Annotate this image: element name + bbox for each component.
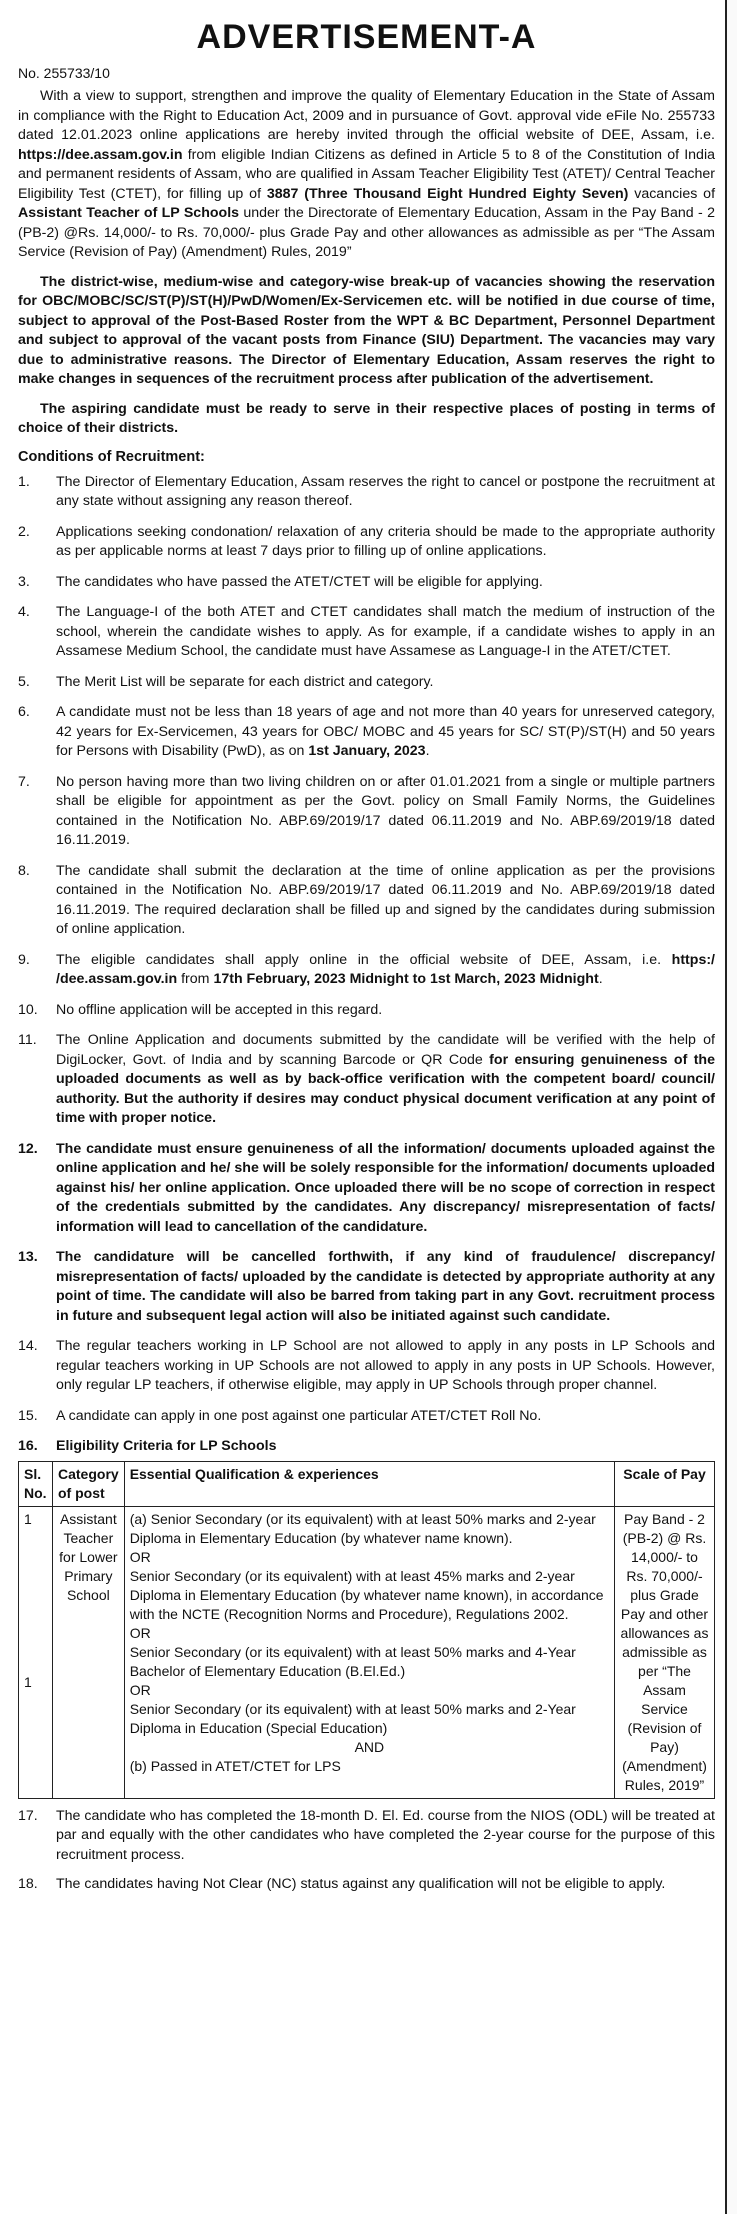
advertisement-content — [18, 18, 715, 1905]
table-row — [19, 1506, 715, 1798]
eligibility-table — [18, 1461, 715, 1799]
condition-item: 12. The candidate must ensure genuineness of all the information/ documents uploaded against the online application and he/ she will be solely responsible for the information/ documents uploaded against his/ her online application. Once uploaded there will be no scope of correction in respect of the credentials submitted by the candidates. Any discrepancy/ misrepresentation of facts/ information will lead to cancellation of the candidature. — [18, 1140, 715, 1235]
condition-item: 9. The eligible candidates shall apply online in the official website of DEE, Assam, i.e. https:/ /dee.assam.gov.in from 17th February, 2023 Midnight to 1st March, 2023 Midnight. — [18, 951, 715, 987]
table-header-row — [19, 1461, 715, 1506]
apply-website-link[interactable]: https:/ /dee.assam.gov.in — [56, 951, 715, 987]
condition-item-eligibility-heading: 16. Eligibility Criteria for LP Schools — [18, 1438, 277, 1454]
intro-paragraph-2: The district-wise, medium-wise and category-wise break-up of vacancies showing the reservation for OBC/MOBC/SC/ST(P)/ST(H)/PwD/Women/Ex-Servicemen etc. will be notified in due course of time, subject to approval of the Post-Based Roster from the WPT & BC Department, Personnel Department and subject to approval of the vacant posts from Finance (SIU) Department. The vacancies may vary due to administrative reasons. The Director of Elementary Education, Assam reserves the right to make changes in sequences of the recruitment process after publication of the advertisement. — [18, 273, 715, 387]
condition-item: 8. The candidate shall submit the declaration at the time of online application as per the provisions contained in the Notification No. ABP.69/2019/17 dated 06.11.2019 and No. ABP.69/2019/18 dated 16.11.2019. The required declaration shall be filled up and signed by the candidates during submission of online application. — [18, 862, 715, 937]
ad-number: No. 255733/10 — [18, 65, 110, 81]
condition-item: 18. The candidates having Not Clear (NC) status against any qualification will not be eligible to apply. — [18, 1876, 666, 1892]
cell-category: Assistant Teacher for Lower Primary School — [53, 1506, 125, 1798]
condition-item: 11. The Online Application and documents submitted by the candidate will be verified with the help of DigiLocker, Govt. of India and by scanning Barcode or QR Code for ensuring genuineness of the uploaded documents as well as by back-office verification with the competent board/ council/ authority. But the authority if desires may conduct physical document verification at any point of time with proper notice. — [18, 1032, 715, 1126]
intro-paragraph-3: The aspiring candidate must be ready to serve in their respective places of posting in terms of choice of their districts. — [18, 400, 715, 436]
condition-item: 13. The candidature will be cancelled forthwith, if any kind of fraudulence/ discrepancy/ misrepresentation of facts/ uploaded by the candidate is detected by appropriate authority at any point of time. The candidate will also be barred from taking part in any Govt. recruitment process in future and subsequent legal action will also be initiated against such candidate. — [18, 1249, 715, 1324]
conditions-heading: Conditions of Recruitment: — [18, 448, 205, 465]
cell-qualification: (a) Senior Secondary (or its equivalent) with at least 50% marks and 2-year Diploma in Elementary Education (by whatever name known). OR Senior Secondary (or its equivalent) with at least 45% marks and 2-year Diploma in Elementary Education (by whatever name known), in accordance with the NCTE (Recognition Norms and Procedure), Regulations 2002. OR Senior Secondary (or its equivalent) with at least 50% marks and 4-Year Bachelor of Elementary Education (B.El.Ed.) OR Senior Secondary (or its equivalent) with at least 50% marks and 2-Year Diploma in Education (Special Education) AND (b) Passed in ATET/CTET for LPS — [124, 1506, 614, 1798]
condition-item: 7. No person having more than two living children on or after 01.01.2021 from a single or multiple partners shall be eligible for appointment as per the Govt. policy on Small Family Norms, the Guidelines contained in the Notification No. ABP.69/2019/17 dated 06.11.2019 and No. ABP.69/2019/18 dated 16.11.2019. — [18, 773, 715, 848]
condition-item: 17. The candidate who has completed the 18-month D. El. Ed. course from the NIOS (ODL) will be treated at par and equally with the other candidates who have completed the 2-year course for the purpose of this recruitment process. — [18, 1807, 715, 1863]
website-link[interactable]: https://dee.assam.gov.in — [18, 146, 183, 163]
condition-item: 3. The candidates who have passed the ATET/CTET will be eligible for applying. — [18, 573, 543, 590]
cell-scale-of-pay: Pay Band - 2 (PB-2) @ Rs. 14,000/- to Rs. 70,000/- plus Grade Pay and other allowances as admissible as per “The Assam Service (Revision of Pay) (Amendment) Rules, 2019” — [615, 1506, 715, 1798]
page-title: ADVERTISEMENT-A — [196, 18, 537, 56]
cell-sl-no: 1 1 — [19, 1506, 53, 1798]
condition-item: 6. A candidate must not be less than 18 years of age and not more than 40 years for unreserved category, 42 years for Ex-Servicemen, 43 years for OBC/ MOBC and 45 years for SC/ ST(P)/ST(H) and 50 years for Persons with Disability (PwD), as on 1st January, 2023. — [18, 704, 715, 759]
page-edge-strip — [725, 0, 737, 2214]
condition-item: 10. No offline application will be accepted in this regard. — [18, 1001, 383, 1018]
header-qualification: Essential Qualification & experiences — [124, 1461, 614, 1506]
intro-paragraph-1: With a view to support, strengthen and improve the quality of Elementary Education in the State of Assam in compliance with the Right to Education Act, 2009 and in pursuance of Govt. approval vide eFile No. 255733 dated 12.01.2023 online applications are hereby invited through the official website of DEE, Assam, i.e. https://dee.assam.gov.in from eligible Indian Citizens as defined in Article 5 to 8 of the Constitution of India and permanent residents of Assam, who are qualified in Assam Teacher Eligibility Test (ATET)/ Central Teacher Eligibility Test (CTET), for filling up of 3887 (Three Thousand Eight Hundred Eighty Seven) vacancies of Assistant Teacher of LP Schools under the Directorate of Elementary Education, Assam in the Pay Band - 2 (PB-2) @Rs. 14,000/- to Rs. 70,000/- plus Grade Pay and other allowances as admissible as per “The Assam Service (Revision of Pay) (Amendment) Rules, 2019” — [18, 88, 716, 260]
header-scale-of-pay: Scale of Pay — [615, 1461, 715, 1506]
condition-item: 2. Applications seeking condonation/ relaxation of any criteria should be made to the appropriate authority as per applicable norms at least 7 days prior to filling up of online applications. — [18, 523, 715, 559]
condition-item: 4. The Language-I of the both ATET and CTET candidates shall match the medium of instruction of the school, wherein the candidate wishes to apply. As for example, if a candidate wishes to apply in an Assamese Medium School, the candidate must have Assamese as Language-I in the ATET/CTET. — [18, 604, 715, 659]
conditions-list — [18, 473, 715, 1457]
condition-item: 15. A candidate can apply in one post against one particular ATET/CTET Roll No. — [18, 1407, 542, 1424]
header-sl-no: Sl. No. — [19, 1461, 53, 1506]
header-category: Category of post — [53, 1461, 125, 1506]
condition-item: 5. The Merit List will be separate for each district and category. — [18, 673, 434, 690]
condition-item: 14. The regular teachers working in LP School are not allowed to apply in any posts in LP Schools and regular teachers working in UP Schools are not allowed to apply in any posts in UP Schools. However, only regular LP teachers, if otherwise eligible, may apply in UP Schools through proper channel. — [18, 1338, 715, 1393]
condition-item: 1. The Director of Elementary Education, Assam reserves the right to cancel or postpone the recruitment at any state without assigning any reason thereof. — [18, 473, 715, 509]
